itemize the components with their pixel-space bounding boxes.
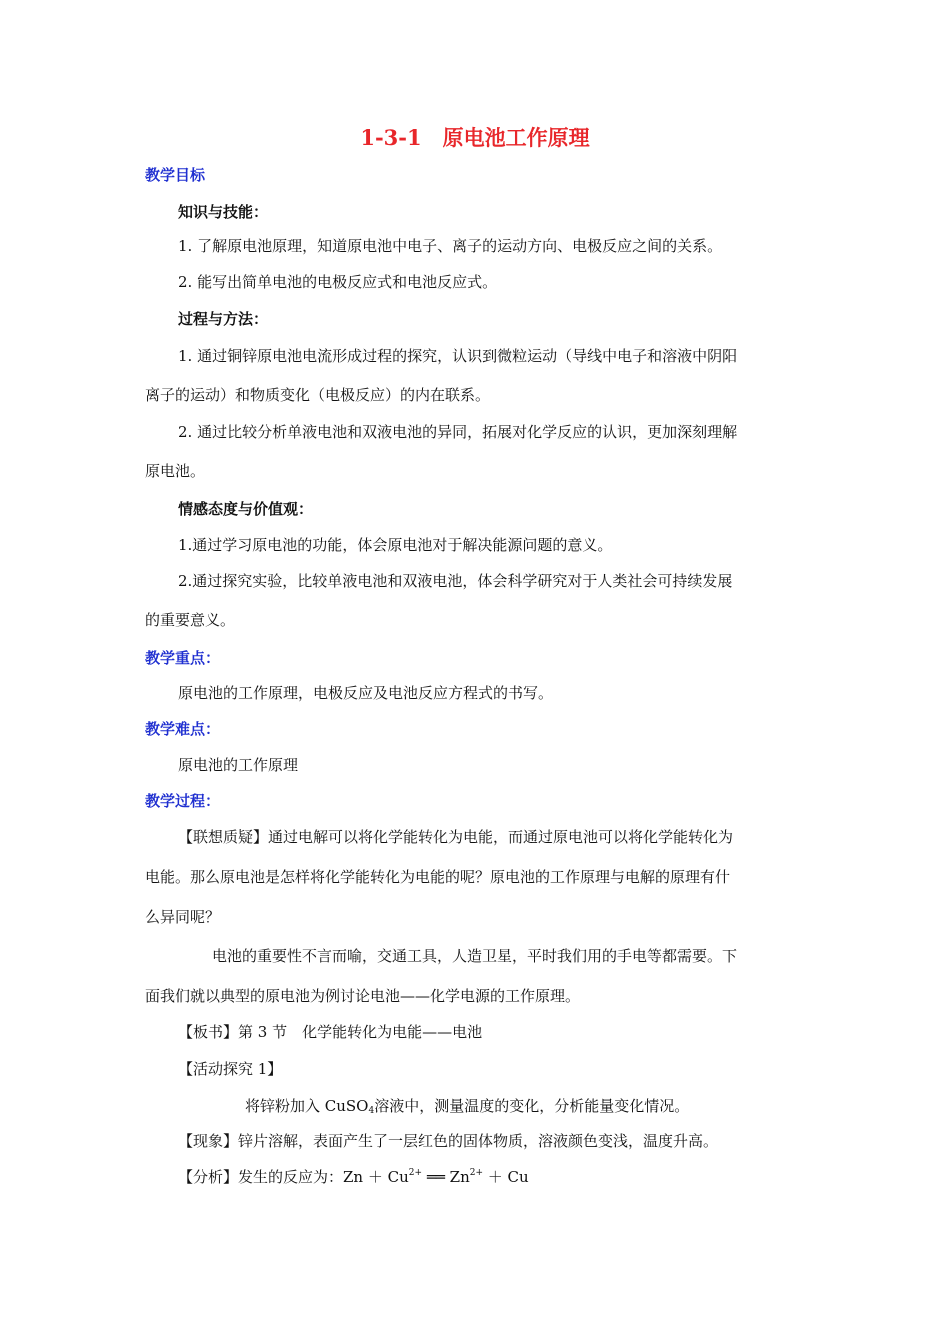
key-point-heading: 教学重点： — [145, 649, 221, 667]
question-line-3: 么异同呢？ — [145, 908, 221, 926]
knowledge-item-1: 1. 了解原电池原理，知道原电池中电子、离子的运动方向、电极反应之间的关系。 — [178, 237, 723, 255]
emotion-values-label: 情感态度与价值观： — [178, 500, 314, 518]
phenomenon-text: 【现象】锌片溶解，表面产生了一层红色的固体物质，溶液颜色变浅，温度升高。 — [178, 1132, 719, 1150]
knowledge-item-2: 2. 能写出简单电池的电极反应式和电池反应式。 — [178, 273, 498, 291]
analysis-text-mid: ══ Zn — [422, 1168, 470, 1186]
teaching-goals-heading: 教学目标 — [145, 166, 206, 184]
difficulty-heading: 教学难点： — [145, 720, 221, 738]
key-point-text: 原电池的工作原理，电极反应及电池反应方程式的书写。 — [178, 684, 554, 702]
page-title: 1-3-1 原电池工作原理 — [360, 125, 590, 150]
emotion-item-2-line-1: 2.通过探究实验，比较单液电池和双液电池，体会科学研究对于人类社会可持续发展 — [178, 572, 733, 590]
question-line-2: 电能。那么原电池是怎样将化学能转化为电能的呢？原电池的工作原理与电解的原理有什 — [145, 868, 731, 886]
emotion-item-1: 1.通过学习原电池的功能，体会原电池对于解决能源问题的意义。 — [178, 536, 613, 554]
process-item-2-line-2: 原电池。 — [145, 462, 206, 480]
emotion-item-2-line-2: 的重要意义。 — [145, 611, 236, 629]
experiment-text-post: 溶液中，测量温度的变化，分析能量变化情况。 — [374, 1097, 690, 1115]
subscript-4: 4 — [368, 1106, 375, 1116]
analysis-equation — [178, 1166, 529, 1187]
teaching-process-heading: 教学过程： — [145, 792, 221, 810]
intro-line-1: 电池的重要性不言而喻，交通工具，人造卫星，平时我们用的手电等都需要。下 — [212, 947, 738, 965]
analysis-text-pre: 【分析】发生的反应为：Zn ＋ Cu — [178, 1168, 409, 1186]
board-note: 【板书】第 3 节 化学能转化为电能——电池 — [178, 1023, 483, 1041]
charge-superscript-2: 2+ — [469, 1168, 484, 1178]
process-item-2-line-1: 2. 通过比较分析单液电池和双液电池的异同，拓展对化学反应的认识，更加深刻理解 — [178, 423, 738, 441]
intro-line-2: 面我们就以典型的原电池为例讨论电池——化学电源的工作原理。 — [145, 987, 581, 1005]
process-item-1-line-1: 1. 通过铜锌原电池电流形成过程的探究，认识到微粒运动（导线中电子和溶液中阴阳 — [178, 347, 738, 365]
process-item-1-line-2: 离子的运动）和物质变化（电极反应）的内在联系。 — [145, 386, 491, 404]
knowledge-skills-label: 知识与技能： — [178, 203, 269, 221]
activity-label: 【活动探究 1】 — [178, 1060, 283, 1078]
charge-superscript-1: 2+ — [408, 1168, 423, 1178]
experiment-instruction — [245, 1095, 689, 1116]
process-method-label: 过程与方法： — [178, 310, 269, 328]
experiment-text-pre: 将锌粉加入 CuSO — [245, 1097, 369, 1115]
question-line-1: 【联想质疑】通过电解可以将化学能转化为电能，而通过原电池可以将化学能转化为 — [178, 828, 734, 846]
difficulty-text: 原电池的工作原理 — [178, 756, 299, 774]
analysis-text-post: ＋ Cu — [483, 1168, 529, 1186]
